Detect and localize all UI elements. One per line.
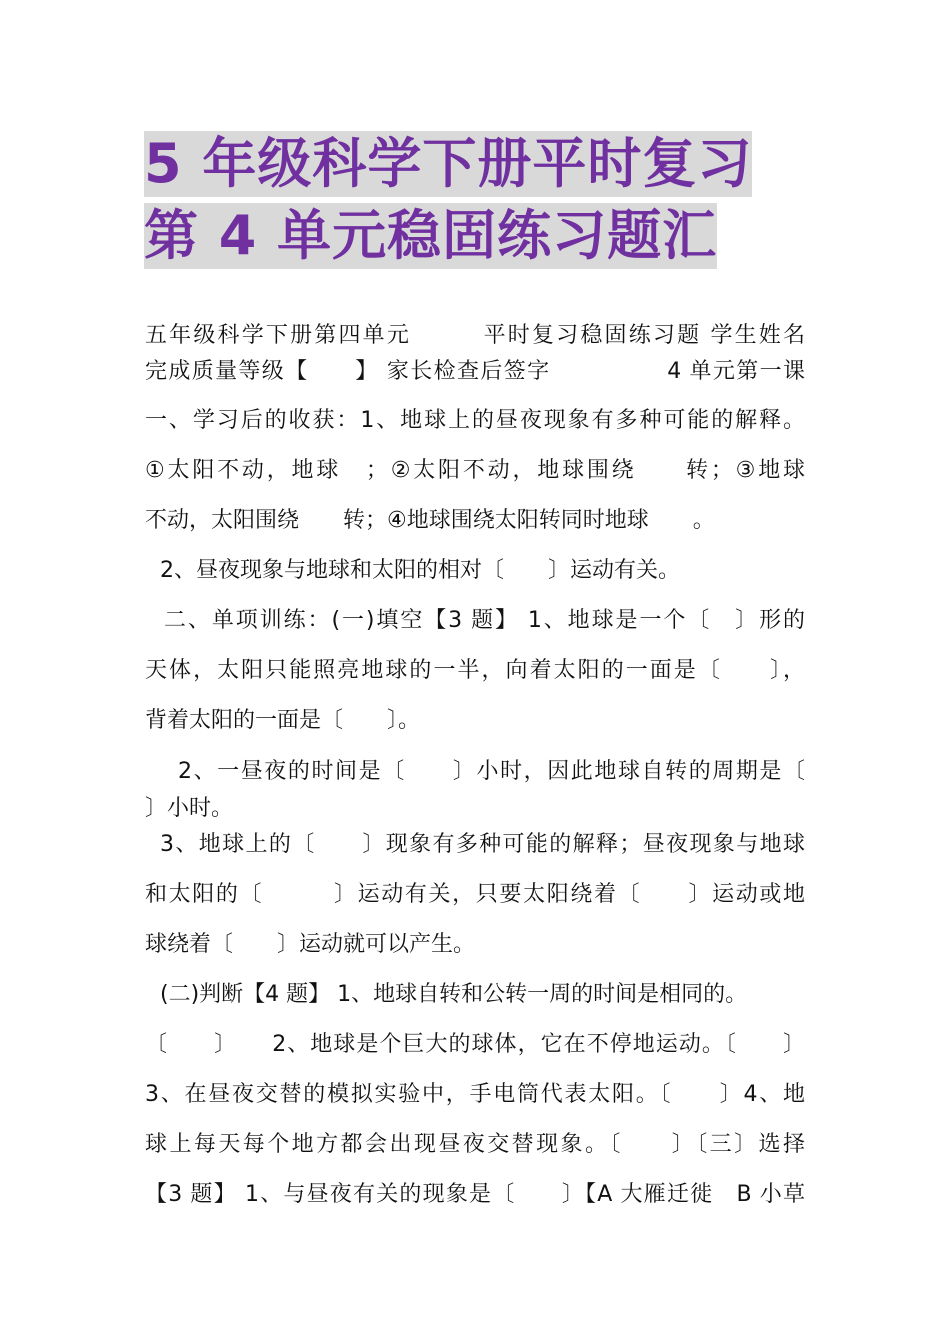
- text-line-judge-4: 球上每天每个地方都会出现昼夜交替现象。〔 〕〔三〕选择: [145, 1132, 805, 1157]
- text-line-heading: 五年级科学下册第四单元 平时复习稳固练习题 学生姓名: [145, 323, 805, 348]
- text-line-judge-3: 3、在昼夜交替的模拟实验中，手电筒代表太阳。〔 〕4、地: [145, 1082, 805, 1107]
- text-line-fill-blank-3b: 和太阳的〔 〕运动有关，只要太阳绕着〔 〕运动或地: [145, 882, 805, 907]
- text-line-choice-1: 【3 题】 1、与昼夜有关的现象是〔 〕【A 大雁迁徙 B 小草: [145, 1182, 805, 1207]
- text-line-fill-blank-2: 2、一昼夜的时间是〔 〕小时，因此地球自转的周期是〔: [178, 759, 805, 784]
- text-line-fill-blank-1: 二、单项训练：(一)填空【3 题】 1、地球是一个〔 〕形的: [164, 608, 805, 633]
- document-title-line-2: 第 4 单元稳固练习题汇: [144, 204, 718, 267]
- text-line-explanations-1: ①太阳不动，地球 ；②太阳不动，地球围绕 转；③地球: [145, 458, 805, 483]
- text-line-relative-motion: 2、昼夜现象与地球和太阳的相对〔 〕运动有关。: [160, 558, 680, 583]
- text-line-fill-blank-1b: 天体，太阳只能照亮地球的一半，向着太阳的一面是〔 〕，: [145, 658, 805, 683]
- text-line-grade: 完成质量等级【 】 家长检查后签字 4 单元第一课: [145, 359, 805, 384]
- text-line-harvest: 一、学习后的收获：1、地球上的昼夜现象有多种可能的解释。: [145, 408, 805, 433]
- text-line-explanations-2: 不动，太阳围绕 转；④地球围绕太阳转同时地球 。: [145, 508, 715, 533]
- text-line-judge-1: (二)判断【4 题】 1、地球自转和公转一周的时间是相同的。: [160, 982, 748, 1007]
- text-line-fill-blank-1c: 背着太阳的一面是〔 〕。: [145, 708, 421, 733]
- text-line-fill-blank-3: 3、地球上的〔 〕现象有多种可能的解释；昼夜现象与地球: [160, 832, 805, 857]
- text-line-fill-blank-3c: 球绕着〔 〕运动就可以产生。: [145, 932, 476, 957]
- text-line-fill-blank-2b: 〕小时。: [145, 796, 234, 821]
- text-line-judge-2: 〔 〕 2、地球是个巨大的球体，它在不停地运动。〔 〕: [145, 1032, 805, 1057]
- document-title-line-1: 5 年级科学下册平时复习: [144, 132, 753, 195]
